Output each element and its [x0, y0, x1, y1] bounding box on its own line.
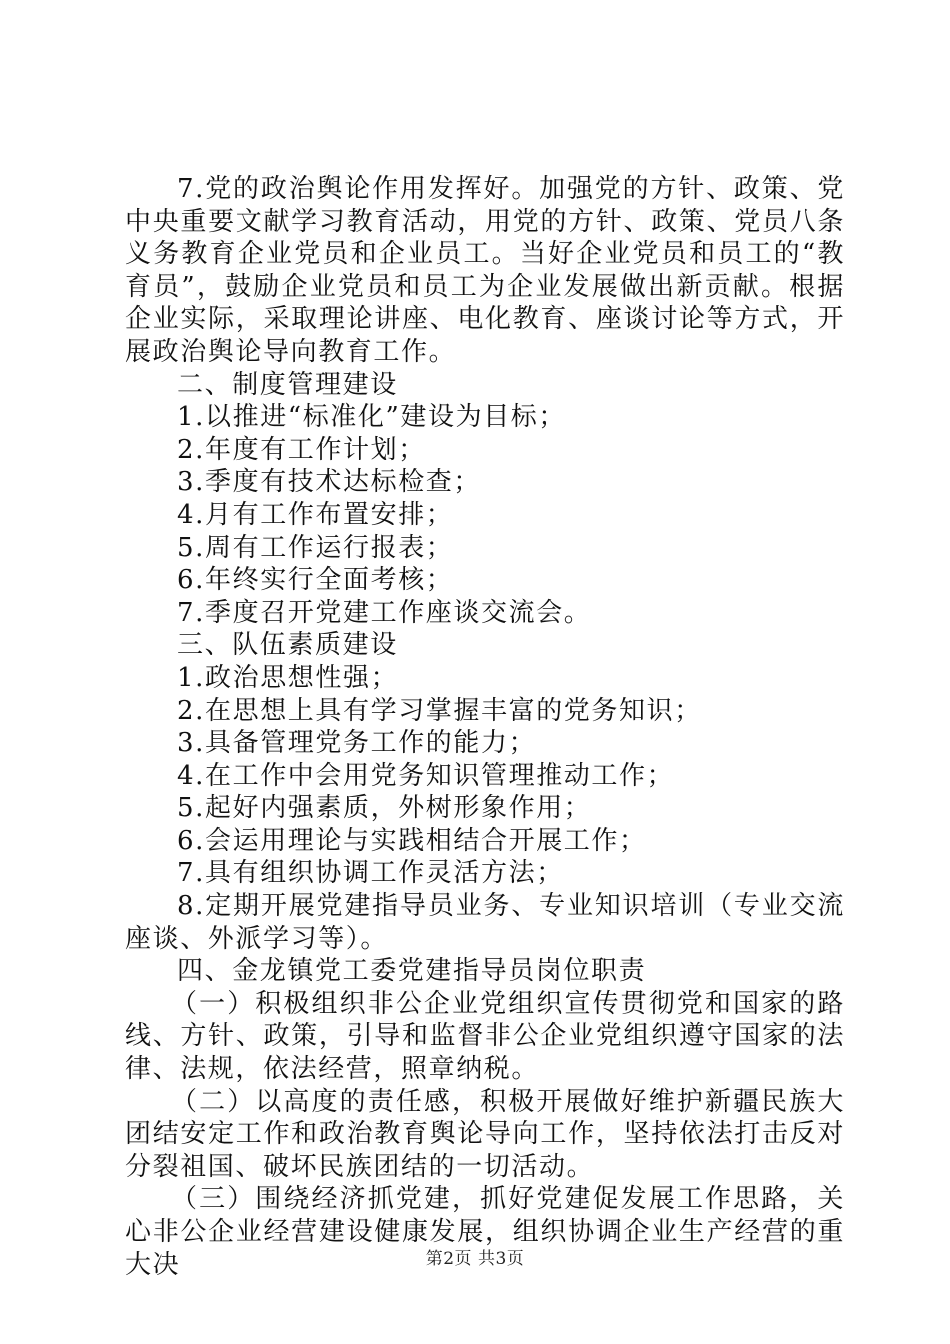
list-item: 3.季度有技术达标检查； — [177, 467, 482, 498]
list-item: 6.会运用理论与实践相结合开展工作； — [177, 825, 647, 856]
paragraph-political-guidance: 7.党的政治舆论作用发挥好。加强党的方针、政策、党中央重要文献学习教育活动，用党的方针、政策、党员八条义务教育企业党员和企业员工。当好企业党员和员工的“教育员”，鼓励企业党员和员工为企业发展做出新贡献。根据企业实际，采取理论讲座、电化教育、座谈讨论等方式，开展政治舆论导向教育工作。 — [125, 174, 845, 367]
duty-paragraph: （三）围绕经济抓党建，抓好党建促发展工作思路，关心非公企业经营建设健康发展，组织协调企业生产经营的重大决 — [125, 1184, 845, 1280]
duty-paragraph: （二）以高度的责任感，积极开展做好维护新疆民族大团结安定工作和政治教育舆论导向工作，坚持依法打击反对分裂祖国、破坏民族团结的一切活动。 — [125, 1086, 845, 1182]
list-item: 5.起好内强素质，外树形象作用； — [177, 793, 592, 824]
list-item: 1.以推进“标准化”建设为目标； — [177, 402, 566, 433]
heading-job-duties: 四、金龙镇党工委党建指导员岗位职责 — [177, 956, 647, 987]
list-item: 2.在思想上具有学习掌握丰富的党务知识； — [177, 695, 702, 726]
list-item: 7.具有组织协调工作灵活方法； — [177, 858, 564, 889]
duty-paragraph: （一）积极组织非公企业党组织宣传贯彻党和国家的路线、方针、政策，引导和监督非公企业党组织遵守国家的法律、法规，依法经营，照章纳税。 — [125, 988, 845, 1085]
document-body — [125, 173, 845, 1281]
list-item: 3.具备管理党务工作的能力； — [177, 728, 537, 759]
list-item: 8.定期开展党建指导员业务、专业知识培训（专业交流座谈、外派学习等）。 — [125, 891, 845, 954]
heading-system-management: 二、制度管理建设 — [177, 369, 398, 400]
page-number-footer: 第2页 共3页 — [425, 1249, 525, 1269]
list-item: 4.月有工作布置安排； — [177, 499, 454, 530]
list-item: 6.年终实行全面考核； — [177, 565, 454, 596]
list-item: 7.季度召开党建工作座谈交流会。 — [177, 597, 592, 628]
list-item: 4.在工作中会用党务知识管理推动工作； — [177, 760, 675, 791]
heading-team-quality: 三、队伍素质建设 — [177, 630, 398, 661]
list-item: 2.年度有工作计划； — [177, 434, 426, 465]
list-item: 1.政治思想性强； — [177, 662, 399, 693]
list-item: 5.周有工作运行报表； — [177, 532, 454, 563]
